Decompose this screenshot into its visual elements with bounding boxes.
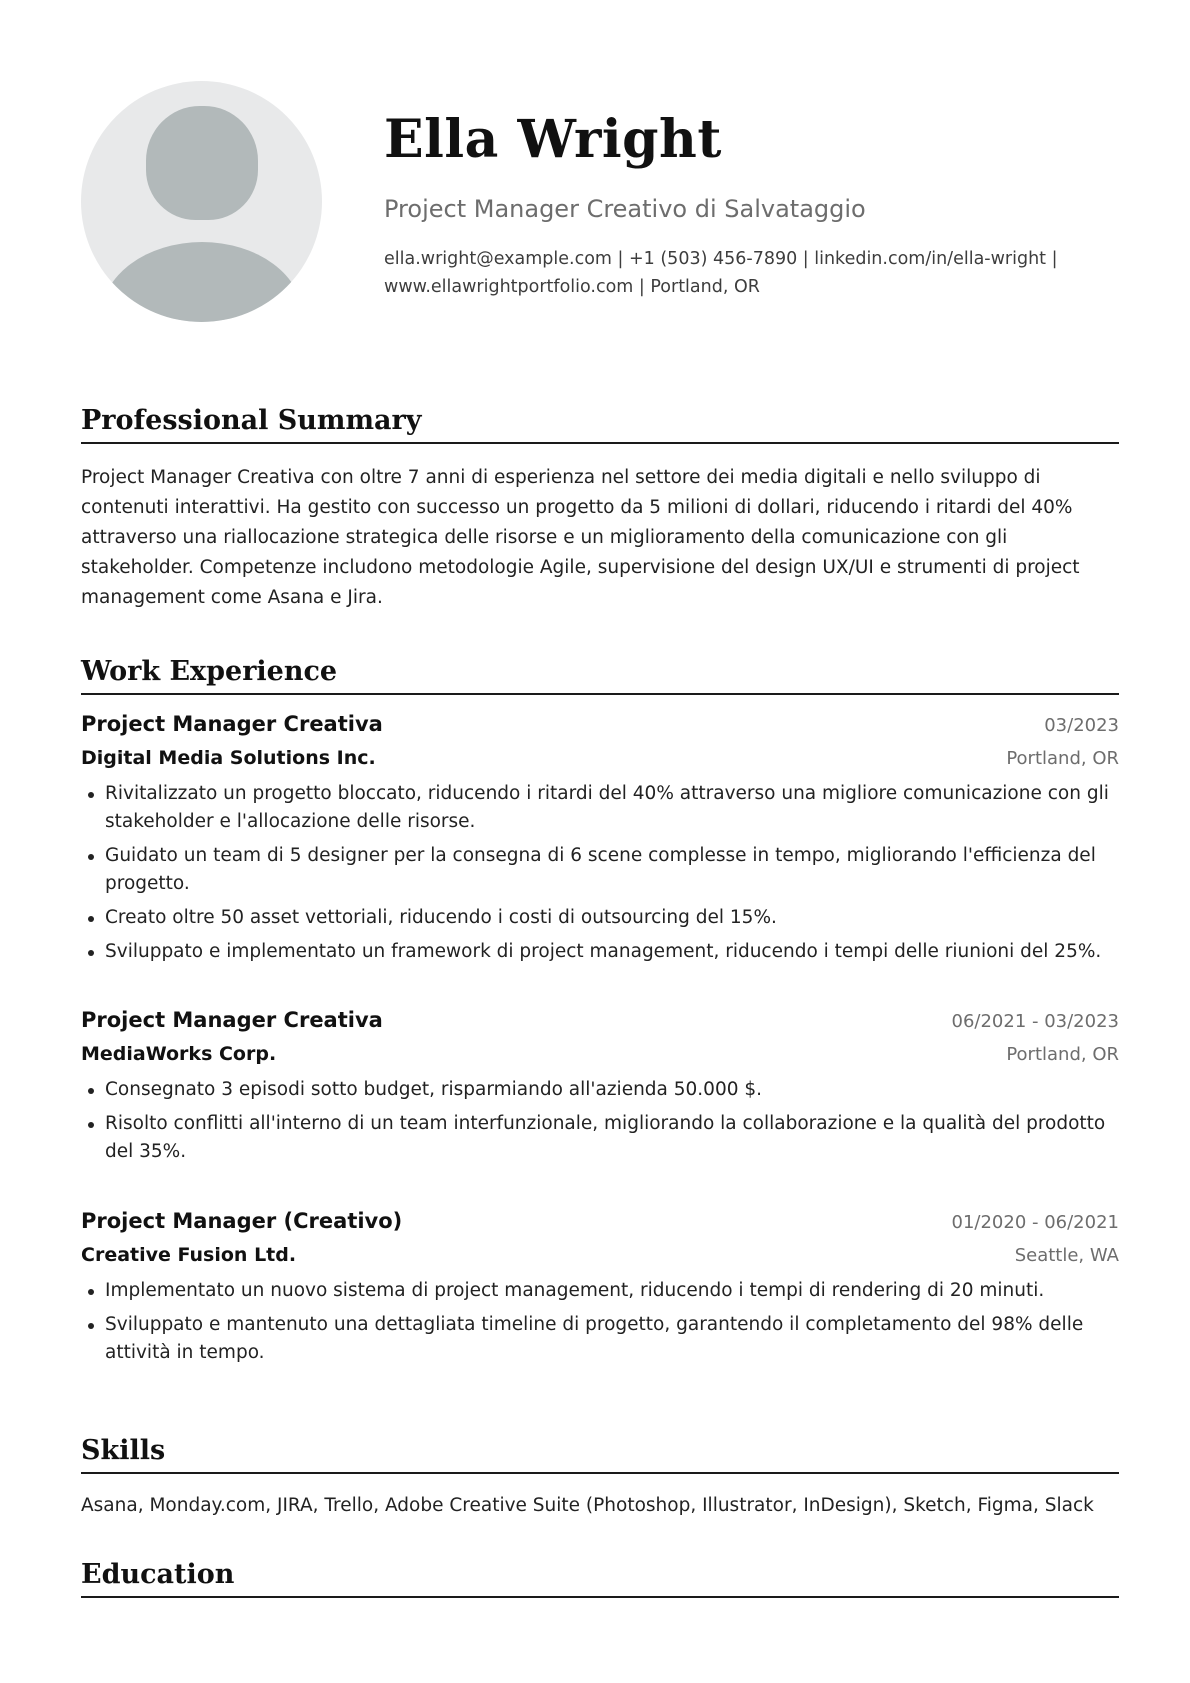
job-bullet: Consegnato 3 episodi sotto budget, risparmiando all'azienda 50.000 $.: [81, 1076, 1119, 1104]
job-location: Portland, OR: [1006, 748, 1119, 769]
job-header: [81, 1209, 1119, 1244]
job-date: 06/2021 - 03/2023: [951, 1011, 1119, 1032]
job-bullet: Risolto conflitti all'interno di un team interfunzionale, migliorando la collaborazione e la qualità del prodotto del 35%.: [81, 1110, 1119, 1166]
job-subheader: [81, 1244, 1119, 1277]
job-header: [81, 712, 1119, 747]
section-heading-skills: Skills: [81, 1432, 1119, 1474]
job-bullet: Guidato un team di 5 designer per la consegna di 6 scene complesse in tempo, migliorando l'efficienza del progetto.: [81, 842, 1119, 898]
section-heading-summary: Professional Summary: [81, 402, 1119, 444]
job-bullet: Creato oltre 50 asset vettoriali, riducendo i costi di outsourcing del 15%.: [81, 904, 1119, 932]
job-location: Portland, OR: [1006, 1044, 1119, 1065]
job-company: MediaWorks Corp.: [81, 1043, 277, 1065]
job-date: 03/2023: [1044, 715, 1119, 736]
candidate-name: Ella Wright: [384, 109, 722, 170]
job-subheader: [81, 747, 1119, 780]
job-entry: [81, 1209, 1119, 1373]
job-location: Seattle, WA: [1014, 1245, 1119, 1266]
candidate-title: Project Manager Creativo di Salvataggio: [384, 195, 866, 223]
job-bullet: Rivitalizzato un progetto bloccato, riducendo i ritardi del 40% attraverso una migliore comunicazione con gli stakeholder e l'allocazione delle risorse.: [81, 780, 1119, 836]
job-company: Digital Media Solutions Inc.: [81, 747, 376, 769]
job-role: Project Manager Creativa: [81, 1008, 383, 1032]
summary-text: Project Manager Creativa con oltre 7 anni di esperienza nel settore dei media digitali e nello sviluppo di contenuti interattivi. Ha gestito con successo un progetto da 5 milioni di dollari, riducendo i ritardi del 40% attraverso una riallocazione strategica delle risorse e un miglioramento della comunicazione con gli stakeholder. Competenze includono metodologie Agile, supervisione del design UX/UI e strumenti di project management come Asana e Jira.: [81, 467, 1080, 608]
section-heading-experience: Work Experience: [81, 653, 1119, 695]
job-header: [81, 1008, 1119, 1043]
job-bullets: [81, 1277, 1119, 1367]
job-bullet: Implementato un nuovo sistema di project management, riducendo i tempi di rendering di 20 minuti.: [81, 1277, 1119, 1305]
avatar-body-shape: [101, 242, 303, 322]
job-bullets: [81, 780, 1119, 966]
job-date: 01/2020 - 06/2021: [951, 1212, 1119, 1233]
job-entry: [81, 712, 1119, 972]
avatar-placeholder-icon: [81, 81, 322, 322]
skills-text: Asana, Monday.com, JIRA, Trello, Adobe Creative Suite (Photoshop, Illustrator, InDesign), Sketch, Figma, Slack: [81, 1495, 1094, 1516]
job-company: Creative Fusion Ltd.: [81, 1244, 297, 1266]
job-bullets: [81, 1076, 1119, 1166]
job-role: Project Manager Creativa: [81, 712, 383, 736]
job-entry: [81, 1008, 1119, 1172]
job-bullet: Sviluppato e implementato un framework di project management, riducendo i tempi delle riunioni del 25%.: [81, 938, 1119, 966]
job-bullet: Sviluppato e mantenuto una dettagliata timeline di progetto, garantendo il completamento del 98% delle attività in tempo.: [81, 1311, 1119, 1367]
contact-info: ella.wright@example.com | +1 (503) 456-7890 | linkedin.com/in/ella-wright | www.ellawrightportfolio.com | Portland, OR: [384, 249, 1058, 297]
section-heading-education: Education: [81, 1556, 1119, 1598]
job-subheader: [81, 1043, 1119, 1076]
avatar-head-shape: [146, 106, 258, 220]
job-role: Project Manager (Creativo): [81, 1209, 403, 1233]
